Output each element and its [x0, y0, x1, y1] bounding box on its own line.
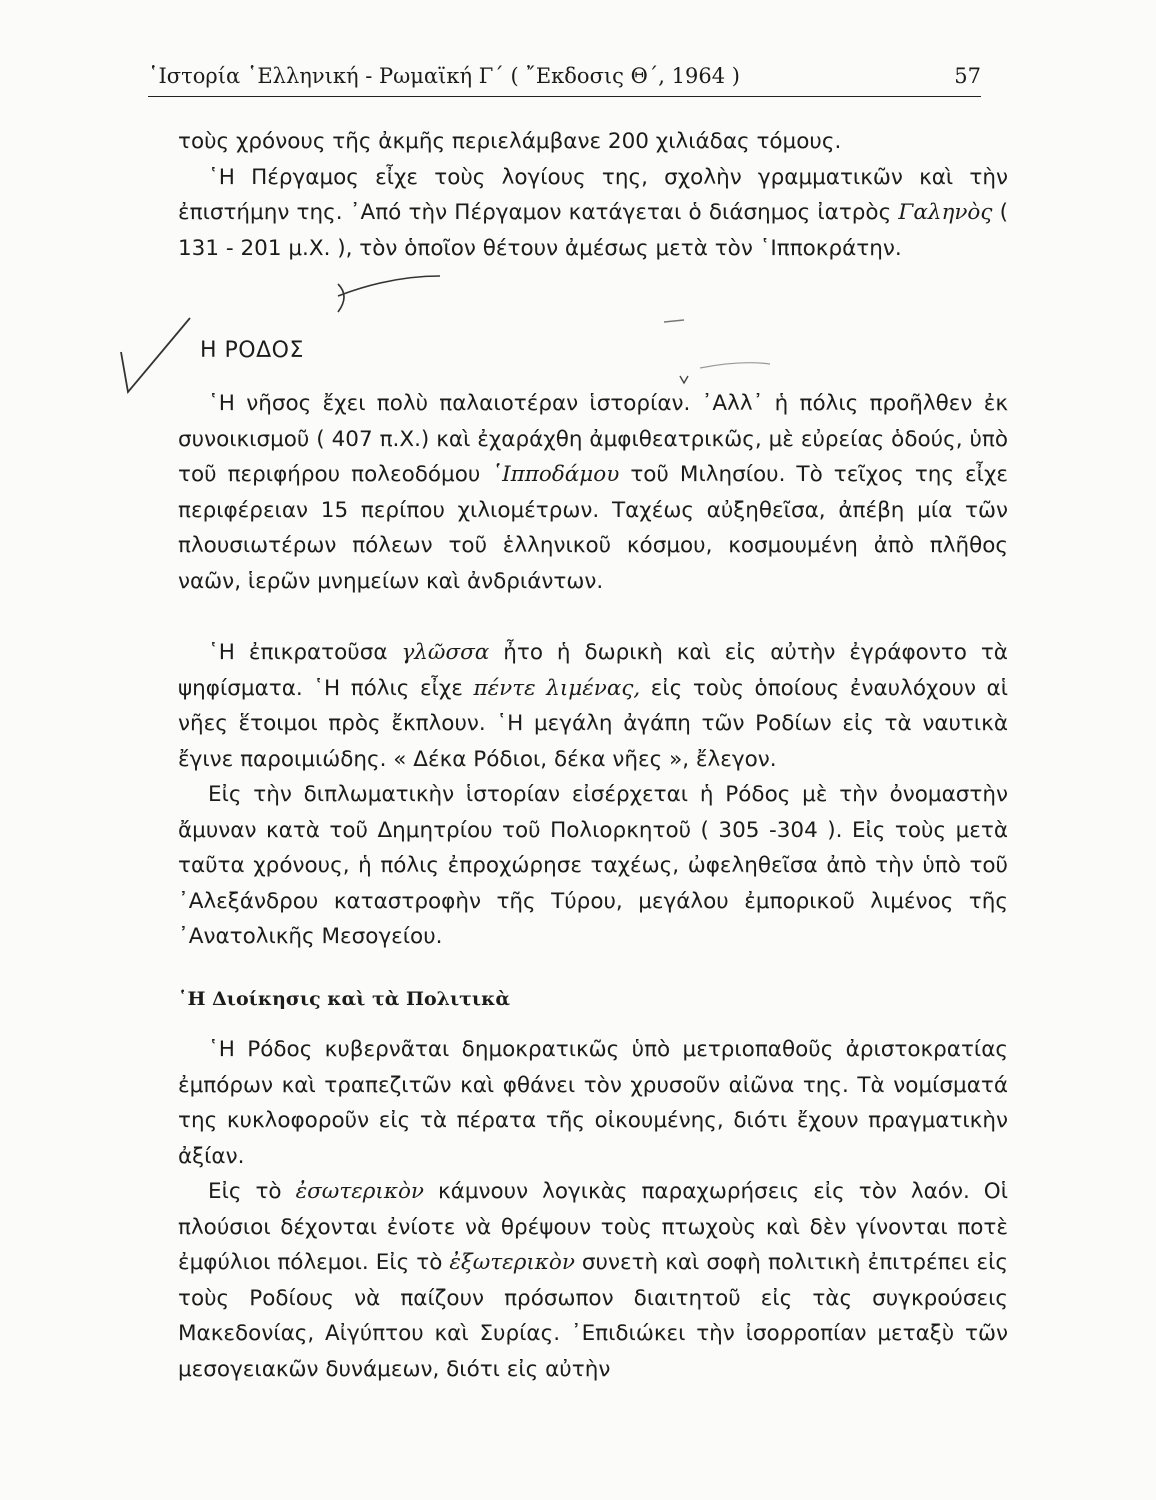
- subsection-heading: ῾Η Διοίκησις καὶ τὰ Πολιτικὰ: [178, 988, 510, 1010]
- paragraph-text: ( 131 - 201 μ.Χ. ), τὸν ὁποῖον θέτουν ἀμέσως μετὰ τὸν ῾Ιπποκράτην.: [178, 200, 1008, 261]
- paragraph-text: κάμνουν λογικὰς παραχωρήσεις εἰς τὸν λαόν. Οἱ πλούσιοι δέχονται ἐνίοτε νὰ θρέψουν τοὺς πτωχοὺς καὶ δὲν γίνονται ποτὲ ἐμφύλιοι πόλεμοι. Εἰς τὸ: [178, 1179, 1008, 1275]
- paragraph-pergamos: [178, 160, 1008, 267]
- paragraph-continuation: [178, 124, 1008, 160]
- pencil-stroke-mark: [700, 363, 770, 368]
- page-number: 57: [954, 64, 981, 88]
- paragraph-text: εἰς τοὺς ὁποίους ἐναυλόχουν αἱ νῆες ἕτοιμοι πρὸς ἔκπλουν. ῾Η μεγάλη ἀγάπη τῶν Ροδίων εἰς τὰ ναυτικὰ ἔγινε παροιμιώδης. « Δέκα Ρόδιοι, δέκα νῆες », ἔλεγον.: [178, 675, 1008, 772]
- paragraph-policy: [178, 1174, 1008, 1387]
- italic-word-interior: ἐσωτερικὸν: [295, 1179, 424, 1204]
- paragraph-government: [178, 1032, 1008, 1174]
- paragraph-text: ῾Η Ρόδος κυβερνᾶται δημοκρατικῶς ὑπὸ μετριοπαθοῦς ἀριστοκρατίας ἐμπόρων καὶ τραπεζιτῶν καὶ φθάνει τὸν χρυσοῦν αἰῶνα της. Τὰ νομίσματά της κυκλοφοροῦν εἰς τὰ πέρατα τῆς οἰκουμένης, διότι ἔχουν πραγματικὴν ἀξίαν.: [178, 1037, 1008, 1169]
- paragraph-diplomacy: [178, 777, 1008, 955]
- paragraph-text: τοὺς χρόνους τῆς ἀκμῆς περιελάμβανε 200 χιλιάδας τόμους.: [178, 129, 842, 154]
- pencil-tick-mark: [680, 376, 688, 383]
- paragraph-text: ῾Η Πέργαμος εἶχε τοὺς λογίους της, σχολὴν γραμματικῶν καὶ τὴν ἐπιστήμην της. ᾿Από τὴν Πέργαμον κατάγεται ὁ διάσημος ἰατρὸς: [178, 164, 1008, 225]
- paragraph-text: τοῦ Μιλησίου. Τὸ τεῖχος της εἶχε περιφέρειαν 15 περίπου χιλιομέτρων. Ταχέως αὐξηθεῖσα, ἀπέβη μία τῶν πλουσιωτέρων πόλεων τοῦ ἑλληνικοῦ κόσμου, κοσμουμένη ἀπὸ πλῆθος ναῶν, ἱερῶν μνημείων καὶ ἀνδριάντων.: [178, 462, 1008, 594]
- italic-word-exterior: ἐξωτερικὸν: [449, 1250, 575, 1275]
- header-title: ῾Ιστορία ῾Ελληνική - Ρωμαϊκή Γ΄ ( ῎Εκδοσις Θ΄, 1964 ): [148, 64, 740, 88]
- paragraph-rhodes-island: [178, 386, 1008, 599]
- pencil-check-mark: [121, 318, 190, 392]
- paragraph-text: ῾Η ἐπικρατοῦσα: [208, 640, 402, 665]
- paragraph-text: Εἰς τὸ: [208, 1179, 296, 1204]
- paragraph-text: ῾Η νῆσος ἔχει πολὺ παλαιοτέραν ἱστορίαν. ᾿Αλλ᾿ ἡ πόλις προῆλθεν ἐκ συνοικισμοῦ ( 407 π.Χ.) καὶ ἐχαράχθη ἀμφιθεατρικῶς, μὲ εὐρείας ὁδούς, ὑπὸ τοῦ περιφήρου πολεοδόμου: [178, 391, 1008, 487]
- paragraph-text: συνετὴ καὶ σοφὴ πολιτικὴ ἐπιτρέπει εἰς τοὺς Ροδίους νὰ παίζουν πρόσωπον διαιτητοῦ εἰς τὰς συγκρούσεις Μακεδονίας, Αἰγύπτου καὶ Συρίας. ᾿Επιδιώκει τὴν ἰσορροπίαν μεταξὺ τῶν μεσογειακῶν δυνάμεων, διότι εἰς αὐτὴν: [178, 1250, 1008, 1382]
- running-header: [148, 60, 981, 97]
- italic-name-galenos: Γαληνὸς: [898, 200, 993, 225]
- italic-words-five-harbors: πέντε λιμένας,: [473, 675, 641, 701]
- section-heading: Η ΡΟΔΟΣ: [200, 338, 304, 363]
- paragraph-language: [178, 635, 1008, 777]
- pencil-dash-mark: [664, 320, 684, 322]
- italic-name-hippodamos: ῾Ιπποδάμου: [491, 462, 620, 487]
- italic-word-glossa: γλῶσσα: [401, 640, 490, 665]
- paragraph-text: ἦτο ἡ δωρικὴ καὶ εἰς αὐτὴν ἐγράφοντο τὰ ψηφίσματα. ῾Η πόλις εἶχε: [178, 640, 1008, 701]
- paragraph-text: Εἰς τὴν διπλωματικὴν ἱστορίαν εἰσέρχεται ἡ Ρόδος μὲ τὴν ὀνομαστὴν ἄμυναν κατὰ τοῦ Δημητρίου τοῦ Πολιορκητοῦ ( 305 -304 ). Εἰς τοὺς μετὰ ταῦτα χρόνους, ἡ πόλις ἐπροχώρησε ταχέως, ὠφεληθεῖσα ἀπὸ τὴν ὑπὸ τοῦ ᾿Αλεξάνδρου καταστροφὴν τῆς Τύρου, μεγάλου ἐμπορικοῦ λιμένος τῆς ᾿Ανατολικῆς Μεσογείου.: [178, 782, 1008, 949]
- pencil-bracket-mark: [338, 276, 440, 312]
